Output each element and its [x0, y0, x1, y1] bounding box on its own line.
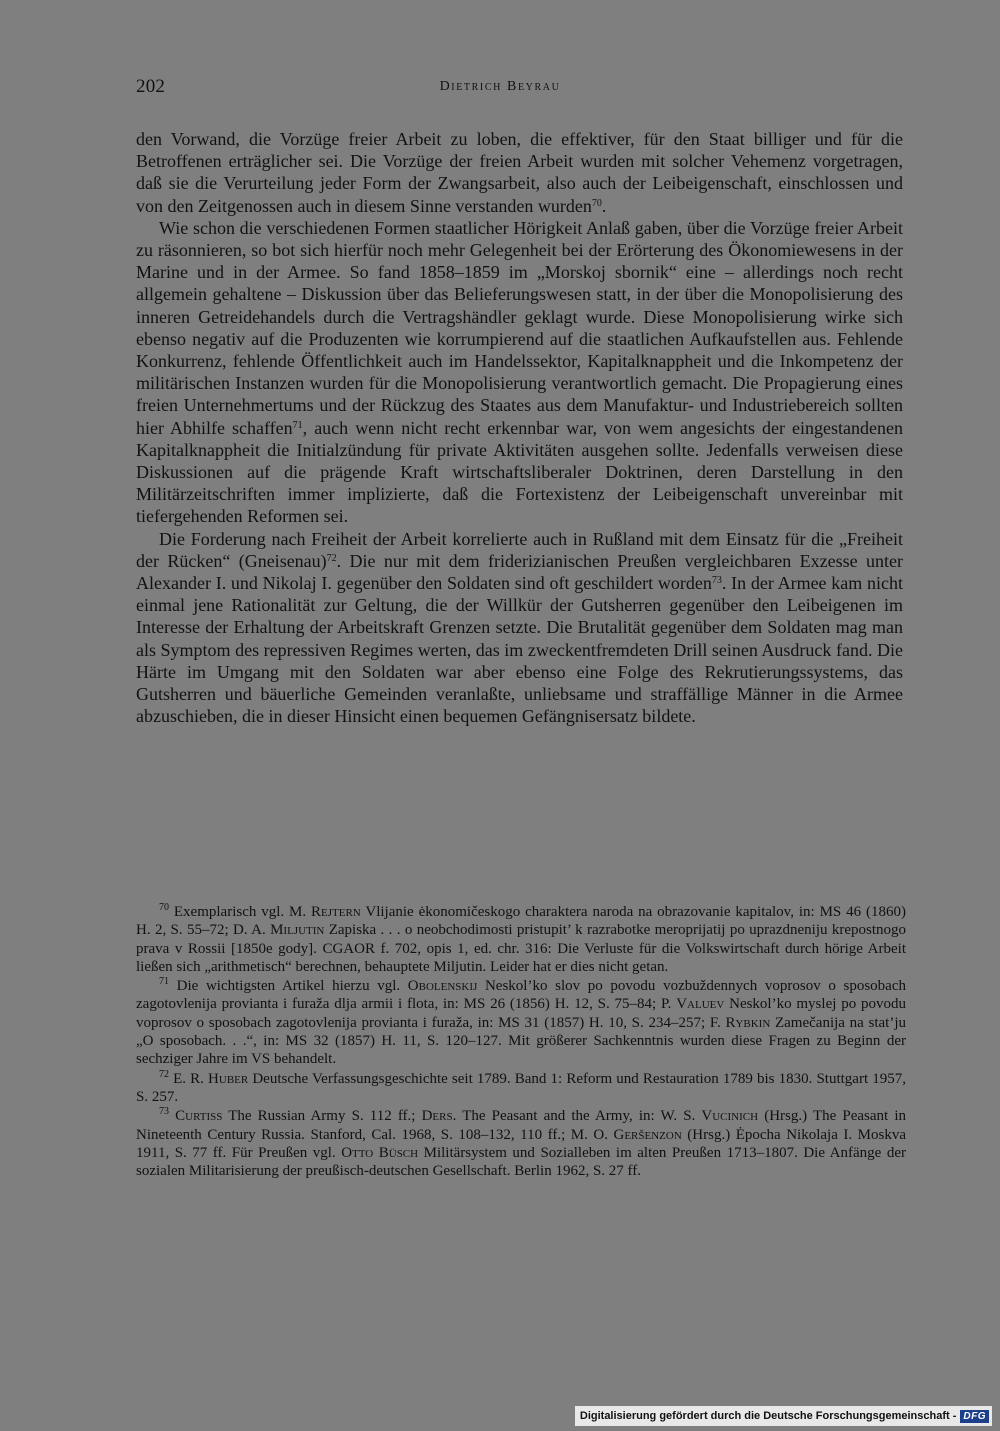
footnote-ref[interactable]: 72	[326, 552, 337, 564]
footnote: $^{70}$ Exemplarisch vgl. M. Rejtern Vlijanie ėkonomičeskogo charaktera naroda na obrazovanie kapitalov, in: MS 46 (1860) H. 2, S. 55–72; D. A. Miljutin Zapiska . . . o neobchodimosti pristupit’ k razrabotke meroprijatij po uprazdneniju krepostnogo prava v Rossii [1850e gody]. CGAOR f. 702, opis 1, ed. chr. 316: Die Verluste für die Volkswirtschaft durch hörige Arbeit ließen sich „arithmetisch“ berechnen, behauptete Miljutin. Leider hat er dies nicht getan.	[136, 902, 907, 975]
funding-notice: Digitalisierung gefördert durch die Deutsche Forschungsgemeinschaft -	[579, 1410, 957, 1422]
paragraph: den Vorwand, die Vorzüge freier Arbeit zu loben, die effektiver, für den Staat billiger und für die Betroffenen erträglicher sei. Die Vorzüge der freien Arbeit wurden mit solcher Vehemenz vorgetragen, daß sie die Verurteilung jeder Form der Zwangsarbeit, also auch der Leibeigenschaft, einschlossen und von den Zeitgenossen auch in diesem Sinne verstanden wurden$^{70}$.	[136, 129, 903, 216]
running-head: Dietrich Beyrau	[439, 79, 561, 94]
footnote: $^{71}$ Die wichtigsten Artikel hierzu vgl. Obolenskij Neskol’ko slov po povodu vozbuždennych voprosov o sposobach zagotovlenija provianta i furaža dlja armii i flota, in: MS 26 (1856) H. 12, S. 75–84; P. Valuev Neskol’ko myslej po povodu voprosov o sposobach zagotovlenija provianta i furaža, in: MS 31 (1857) H. 10, S. 234–257; F. Rybkin Zamečanija na stat’ju „O sposobach. . .“, in: MS 32 (1857) H. 11, S. 120–127. Mit größerer Sachkenntnis wurden diese Fragen zu Beginn der sechziger Jahre im VS behandelt.	[136, 976, 907, 1068]
footnotes	[136, 903, 906, 1181]
footnote: $^{72}$ E. R. Huber Deutsche Verfassungsgeschichte seit 1789. Band 1: Reform und Restauration 1789 bis 1830. Stuttgart 1957, S. 257.	[136, 1068, 906, 1105]
footnote-ref[interactable]: 71	[292, 419, 303, 431]
footnote-number: 72	[159, 1068, 169, 1080]
paragraph: Die Forderung nach Freiheit der Arbeit korrelierte auch in Rußland mit dem Einsatz für die „Freiheit der Rücken“ (Gneisenau)$^{72}$. Die nur mit dem friderizianischen Preußen vergleichbaren Exzesse unter Alexander I. und Nikolaj I. gegenüber den Soldaten sind oft geschildert worden$^{73}$. In der Armee kam nicht einmal jene Rationalität zur Geltung, die der Willkür der Gutsherren gegenüber den Leibeigenen im Interesse der Erhaltung der Arbeitskraft Grenzen setzte. Die Brutalität gegenüber dem Soldaten mag man als Symptom des repressiven Regimes werten, das im zweckentfremdeten Drill seinen Ausdruck fand. Die Härte im Umgang mit den Soldaten war aber ebenso eine Folge des Rekrutierungssystems, das Gutsherren und bäuerliche Gemeinden veranlaßte, unliebsame und straffällige Männer in die Armee abzuschieben, die in dieser Hinsicht einen bequemen Gefängnisersatz bildete.	[136, 528, 903, 727]
dfg-logo[interactable]: DFG	[960, 1410, 989, 1423]
footnote: $^{73}$ Curtiss The Russian Army S. 112 ff.; Ders. The Peasant and the Army, in: W. S. Vucinich (Hrsg.) The Peasant in Nineteenth Century Russia. Stanford, Cal. 1968, S. 108–132, 110 ff.; M. O. Geršenzon (Hrsg.) Ėpocha Nikolaja I. Moskva 1911, S. 77 ff. Für Preußen vgl. Otto Büsch Militärsystem und Sozialleben im alten Preußen 1713–1807. Die Anfänge der sozialen Militarisierung der preußisch-deutschen Gesellschaft. Berlin 1962, S. 27 ff.	[136, 1106, 906, 1180]
footnote-number: 70	[159, 902, 169, 913]
footnote-number: 73	[159, 1106, 169, 1118]
footnote-ref[interactable]: 73	[711, 575, 722, 587]
paragraph: Wie schon die verschiedenen Formen staatlicher Hörigkeit Anlaß gaben, über die Vorzüge freier Arbeit zu räsonnieren, so bot sich hierfür noch mehr Gelegenheit bei der Erörterung des Ökonomiewesens in der Marine und in der Armee. So fand 1858–1859 im „Morskoj sbornik“ eine – allerdings noch recht allgemein gehaltene – Diskussion über das Belieferungswesen statt, in der über die Monopolisierung des inneren Getreidehandels durch die Vertragshändler geklagt wurde. Diese Monopolisierung wirke sich ebenso negativ auf die Produzenten wie korrumpierend auf die staatlichen Aufkaufstellen aus. Fehlende Konkurrenz, fehlende Öffentlichkeit auch im Handelssektor, Kapitalknappheit und die Inkompetenz der militärischen Instanzen wurden für die Monopolisierung verantwortlich gemacht. Die Propagierung eines freien Unternehmertums und der Rückzug des Staates aus dem Manufaktur- und Industriebereich sollten hier Abhilfe schaffen$^{71}$, auch wenn nicht recht erkennbar war, von wem angesichts der eingestandenen Kapitalknappheit die Initialzündung für private Aktivitäten ausgehen sollte. Jedenfalls verweisen diese Diskussionen auf die prägende Kraft wirtschaftsliberaler Doktrinen, deren Darstellung in den Militärzeitschriften immer implizierte, daß die Fortexistenz der Leibeigenschaft unvereinbar mit tiefergehenden Reformen sei.	[136, 217, 903, 527]
funding-footer	[575, 1406, 992, 1426]
page-number: 202	[136, 76, 166, 97]
footnote-number: 71	[159, 976, 169, 988]
footnote-ref[interactable]: 70	[591, 197, 602, 209]
main-text	[136, 128, 903, 727]
